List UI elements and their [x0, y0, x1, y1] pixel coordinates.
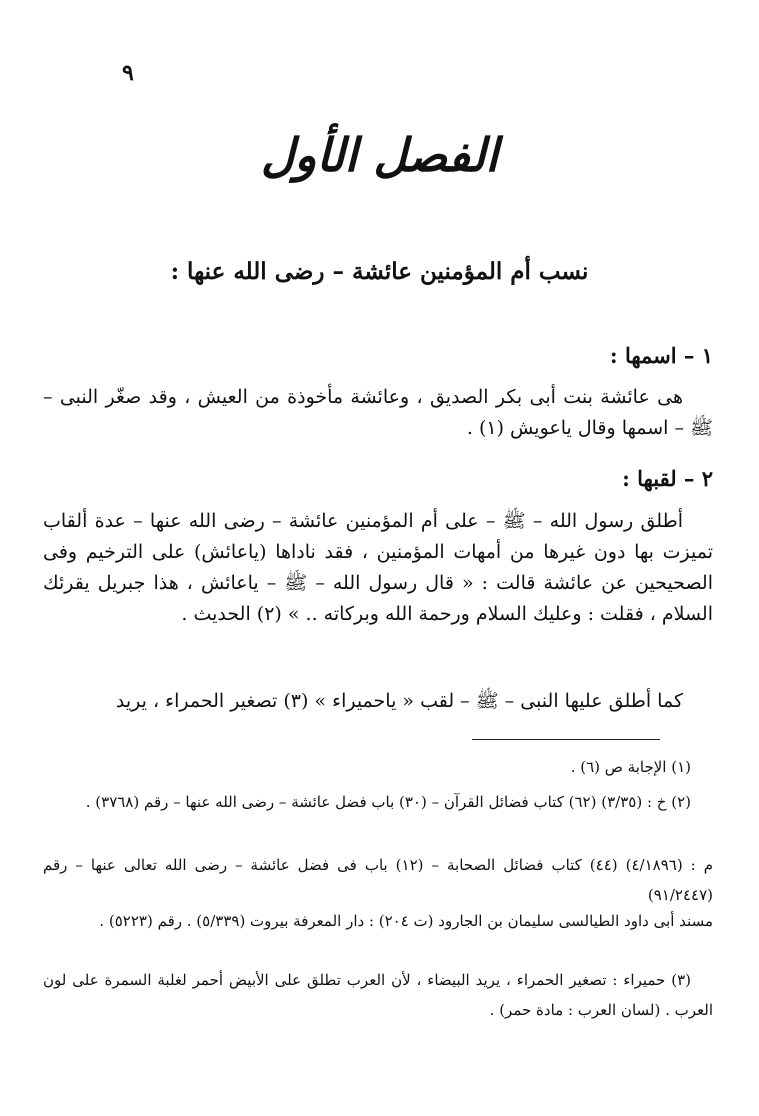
chapter-title: الفصل الأول: [260, 128, 499, 182]
footnote-rule: [472, 739, 660, 740]
item-1-heading: ١ – اسمها :: [609, 343, 713, 368]
footnote-2-tayalisi: مسند أبى داود الطيالسى سليمان بن الجارود (ت ٢٠٤) : دار المعرفة بيروت (٥/٣٣٩) . رقم (٥٢٢٣) .: [99, 912, 713, 930]
item-2-paragraph-2: [43, 686, 713, 717]
footnote-2-muslim: م : (٤/١٨٩٦) (٤٤) كتاب فضائل الصحابة – (١٢) باب فى فضل عائشة – رضى الله تعالى عنها – رقم (٩١/٢٤٤٧): [43, 856, 714, 904]
section-heading: نسب أم المؤمنين عائشة – رضى الله عنها :: [170, 258, 589, 285]
item-2-paragraph: [43, 506, 713, 630]
footnote-1: (١) الإجابة ص (٦) .: [570, 758, 691, 776]
item-2-heading: ٢ – لقبها :: [622, 466, 713, 491]
item-2-text-2: كما أطلق عليها النبى – ﷺ – لقب « ياحميراء » (٣) تصغير الحمراء ، يريد: [115, 690, 683, 712]
item-1-paragraph: [43, 382, 713, 444]
footnote-3: (٣) حميراء : تصغير الحمراء ، يريد البيضاء ، لأن العرب تطلق على الأبيض أحمر لغلبة السمرة على لون العرب . (لسان العرب : مادة حمر) .: [43, 971, 713, 1019]
footnote-2: (٢) خ : (٣/٣٥) (٦٢) كتاب فضائل القرآن – (٣٠) باب فضل عائشة – رضى الله عنها – رقم (٣٧٦٨) .: [85, 793, 691, 811]
page-number: ٩: [122, 60, 134, 86]
item-2-text: أطلق رسول الله – ﷺ – على أم المؤمنين عائشة – رضى الله عنها – عدة ألقاب تميزت بها دون غيرها من أمهات المؤمنين ، فقد ناداها (ياعائش) على الترخيم وفى الصحيحين عن عائشة قالت : « قال رسول الله – ﷺ – ياعائش ، هذا جبريل يقرئك السلام ، فقلت : وعليك السلام ورحمة الله وبركاته .. » (٢) الحديث .: [43, 510, 713, 625]
item-1-text: هى عائشة بنت أبى بكر الصديق ، وعائشة مأخوذة من العيش ، وقد صغّر النبى – ﷺ – اسمها وقال ياعويش (١) .: [43, 386, 713, 439]
